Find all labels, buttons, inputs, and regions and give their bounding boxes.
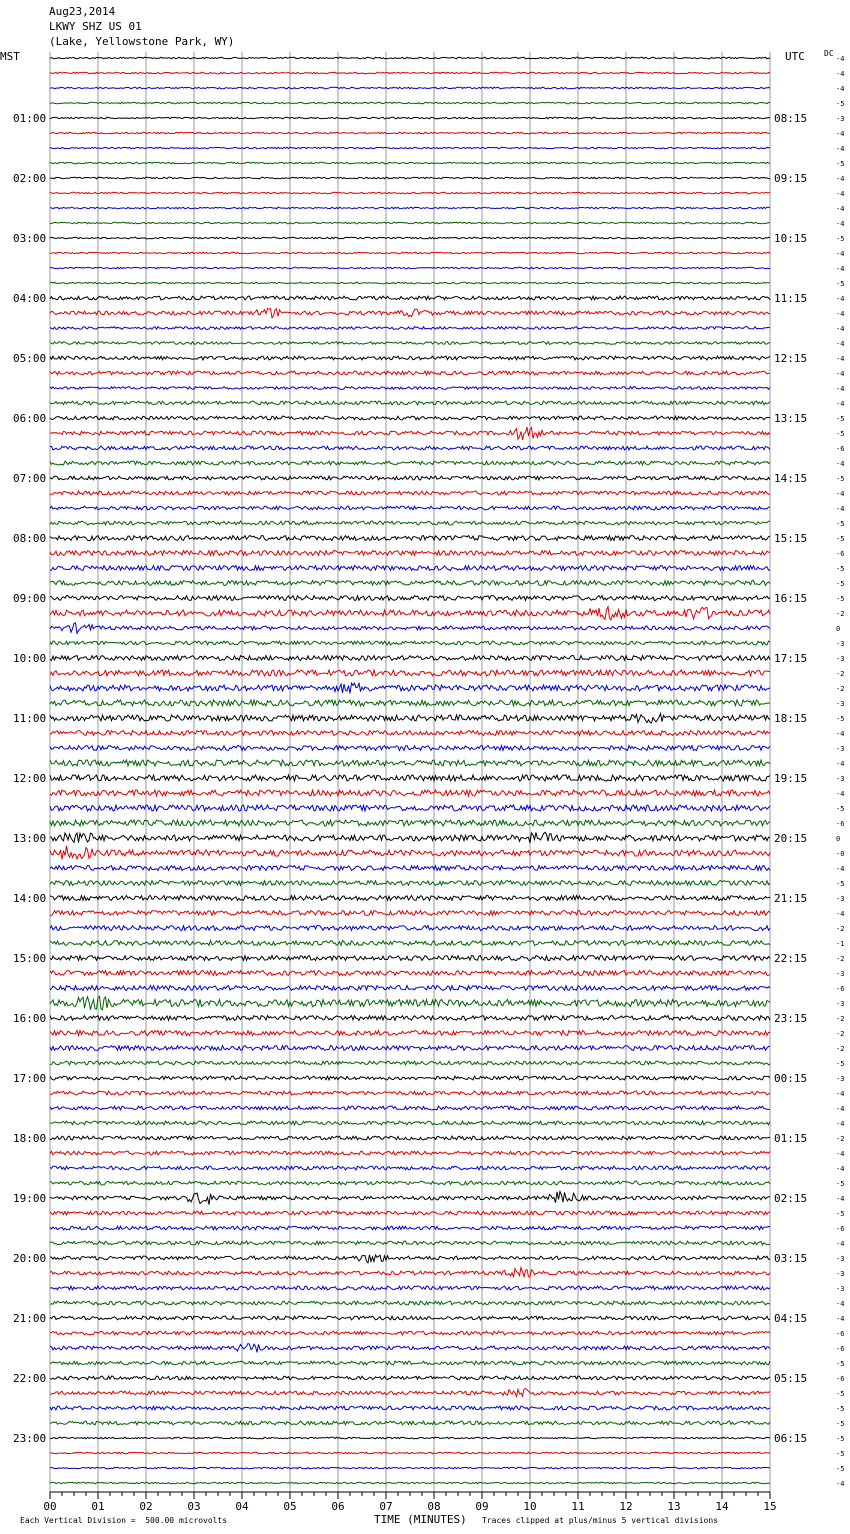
hour-label-left: 23:00 [13,1432,47,1445]
trace-line [50,1016,770,1021]
trace-line [50,327,770,330]
station-code: LKWY SHZ US 01 [49,20,142,33]
trace-line [50,1376,770,1380]
hour-label-right: 15:15 [774,532,808,545]
dc-offset-value: -5 [836,1180,845,1188]
x-tick-label: 09 [475,1500,489,1513]
dc-offset-value: -5 [836,1360,845,1368]
dc-offset-value: -4 [836,790,845,798]
trace-line [50,714,770,723]
dc-offset-value: -6 [836,1225,845,1233]
dc-offset-value: -4 [836,250,845,258]
dc-offset-value: -6 [836,550,845,558]
dc-offset-value: -2 [836,1135,845,1143]
trace-line [50,1192,770,1205]
hour-label-right: 14:15 [774,472,808,485]
trace-line [50,1061,770,1065]
dc-offset-value: -5 [836,475,845,483]
trace-line [50,996,770,1009]
clipping-note: Traces clipped at plus/minus 5 vertical divisions [482,1516,719,1525]
dc-offset-value: -3 [836,1270,845,1278]
dc-offset-value: -3 [836,745,845,753]
hour-label-right: 02:15 [774,1192,808,1205]
hour-label-left: 10:00 [13,652,47,665]
trace-line [50,371,770,375]
dc-offset-value: -4 [836,325,845,333]
dc-offset-value: 0 [836,835,841,843]
dc-offset-value: -2 [836,1030,845,1038]
dc-offset-value: -4 [836,340,845,348]
trace-line [50,656,770,661]
trace-line [50,1388,770,1396]
trace-line [50,775,770,781]
trace-line [50,461,770,465]
trace-line [50,1301,770,1305]
hour-label-right: 12:15 [774,352,808,365]
x-tick-label: 10 [523,1500,537,1513]
trace-line [50,1343,770,1352]
trace-line [50,207,770,209]
hour-label-left: 12:00 [13,772,47,785]
trace-line [50,760,770,766]
trace-line [50,1437,770,1439]
trace-line [50,506,770,510]
dc-offset-value: -3 [836,655,845,663]
trace-line [50,252,770,254]
dc-offset-value: -4 [836,205,845,213]
dc-offset-value: -5 [836,1060,845,1068]
vertical-division-note: Each Vertical Division = 500.00 microvolts [20,1516,228,1525]
trace-line [50,1091,770,1095]
hour-label-right: 03:15 [774,1252,808,1265]
hour-label-left: 01:00 [13,112,47,125]
dc-offset-value: -6 [836,985,845,993]
dc-offset-value: -6 [836,1375,845,1383]
x-tick-label: 12 [619,1500,633,1513]
trace-line [50,72,770,74]
trace-line [50,102,770,104]
trace-line [50,309,770,318]
dc-offset-value: -4 [836,85,845,93]
dc-offset-value: -5 [836,715,845,723]
station-location: (Lake, Yellowstone Park, WY) [49,35,235,48]
x-tick-label: 05 [283,1500,297,1513]
dc-offset-value: -3 [836,1285,845,1293]
trace-line [50,1076,770,1080]
dc-offset-value: -5 [836,1390,845,1398]
hour-label-left: 06:00 [13,412,47,425]
trace-line [50,551,770,556]
hour-label-right: 11:15 [774,292,808,305]
x-tick-label: 13 [667,1500,681,1513]
trace-line [50,926,770,931]
dc-offset-value: -4 [836,865,845,873]
trace-line [50,87,770,89]
dc-offset-value: -2 [836,670,845,678]
hour-label-right: 20:15 [774,832,808,845]
dc-offset-value: -5 [836,805,845,813]
dc-offset-value: -5 [836,595,845,603]
trace-line [50,222,770,224]
trace-line [50,1166,770,1170]
trace-line [50,790,770,796]
trace-line [50,147,770,149]
dc-offset-value: -4 [836,760,845,768]
trace-line [50,1452,770,1454]
dc-offset-value: 0 [836,625,841,633]
trace-line [50,846,770,859]
trace-line [50,132,770,134]
trace-line [50,401,770,405]
dc-offset-value: -4 [836,175,845,183]
dc-offset-value: -5 [836,1405,845,1413]
hour-label-right: 19:15 [774,772,808,785]
trace-line [50,896,770,901]
dc-offset-value: -4 [836,265,845,273]
dc-offset-value: -4 [836,1120,845,1128]
trace-line [50,521,770,525]
x-axis-title: TIME (MINUTES) [374,1513,467,1526]
dc-offset-value: -5 [836,1210,845,1218]
trace-line [50,282,770,284]
hour-label-left: 17:00 [13,1072,47,1085]
hour-label-left: 13:00 [13,832,47,845]
hour-label-right: 22:15 [774,952,808,965]
trace-line [50,1482,770,1484]
trace-line [50,1151,770,1155]
hour-label-left: 14:00 [13,892,47,905]
hour-label-right: 08:15 [774,112,808,125]
hour-label-right: 09:15 [774,172,808,185]
trace-line [50,881,770,886]
dc-offset-value: -5 [836,1435,845,1443]
dc-offset-value: -4 [836,1195,845,1203]
dc-offset-value: -3 [836,1255,845,1263]
dc-offset-value: -4 [836,70,845,78]
hour-label-left: 03:00 [13,232,47,245]
dc-offset-value: -4 [836,385,845,393]
dc-offset-value: -2 [836,610,845,618]
dc-offset-value: -6 [836,1330,845,1338]
hour-label-left: 05:00 [13,352,47,365]
dc-offset-value: -4 [836,190,845,198]
dc-offset-value: -4 [836,1480,845,1488]
trace-line [50,700,770,706]
trace-line [50,57,770,59]
hour-label-right: 17:15 [774,652,808,665]
trace-line [50,1361,770,1365]
trace-line [50,986,770,991]
x-tick-label: 15 [763,1500,777,1513]
x-tick-label: 04 [235,1500,249,1513]
right-timezone-label: UTC [785,50,805,63]
dc-offset-value: -2 [836,1015,845,1023]
dc-offset-value: -5 [836,565,845,573]
x-tick-label: 06 [331,1500,345,1513]
trace-line [50,641,770,645]
x-tick-label: 00 [43,1500,57,1513]
trace-line [50,427,770,440]
dc-offset-value: -2 [836,925,845,933]
dc-offset-value: -5 [836,430,845,438]
trace-line [50,670,770,676]
dc-offset-value: -4 [836,505,845,513]
plot-date: Aug23,2014 [49,5,116,18]
dc-offset-value: -4 [836,1300,845,1308]
dc-label: DC [824,49,834,58]
dc-offset-value: -4 [836,355,845,363]
dc-offset-value: -4 [836,145,845,153]
dc-offset-value: -4 [836,1105,845,1113]
dc-offset-value: -4 [836,460,845,468]
dc-offset-value: -4 [836,1090,845,1098]
dc-offset-value: -5 [836,235,845,243]
dc-offset-value: -4 [836,1315,845,1323]
trace-line [50,866,770,871]
dc-offset-value: -5 [836,1465,845,1473]
trace-line [50,1267,770,1276]
trace-line [50,267,770,269]
dc-offset-value: -5 [836,880,845,888]
dc-offset-value: -4 [836,310,845,318]
trace-line [50,1106,770,1110]
hour-label-left: 02:00 [13,172,47,185]
trace-line [50,1406,770,1410]
trace-line [50,683,770,694]
dc-offset-value: -3 [836,775,845,783]
dc-offset-value: -4 [836,130,845,138]
dc-offset-value: -3 [836,1075,845,1083]
trace-line [50,596,770,601]
hour-label-left: 15:00 [13,952,47,965]
trace-line [50,1255,770,1263]
trace-line [50,1331,770,1335]
dc-offset-value: -3 [836,115,845,123]
trace-line [50,1286,770,1290]
dc-offset-value: -2 [836,1045,845,1053]
hour-label-left: 20:00 [13,1252,47,1265]
hour-label-left: 04:00 [13,292,47,305]
dc-offset-value: -5 [836,160,845,168]
trace-line [50,820,770,826]
dc-offset-value: -2 [836,685,845,693]
hour-label-left: 11:00 [13,712,47,725]
trace-line [50,1316,770,1320]
dc-offset-value: -6 [836,820,845,828]
dc-offset-value: -5 [836,535,845,543]
trace-line [50,237,770,239]
hour-label-right: 18:15 [774,712,808,725]
hour-label-right: 16:15 [774,592,808,605]
dc-offset-value: -5 [836,280,845,288]
x-tick-label: 03 [187,1500,201,1513]
dc-offset-value: -6 [836,445,845,453]
hour-label-left: 09:00 [13,592,47,605]
trace-line [50,416,770,420]
dc-offset-value: -5 [836,1450,845,1458]
x-tick-label: 07 [379,1500,393,1513]
trace-line [50,1421,770,1425]
trace-line [50,1121,770,1125]
trace-line [50,566,770,571]
hour-label-left: 07:00 [13,472,47,485]
dc-offset-value: -3 [836,700,845,708]
trace-line [50,746,770,751]
dc-offset-value: -1 [836,940,845,948]
trace-line [50,1241,770,1245]
dc-offset-value: -5 [836,580,845,588]
x-tick-label: 08 [427,1500,441,1513]
dc-offset-value: -4 [836,55,845,63]
hour-label-left: 16:00 [13,1012,47,1025]
trace-line [50,1136,770,1140]
hour-label-right: 01:15 [774,1132,808,1145]
trace-line [50,177,770,179]
hour-label-right: 05:15 [774,1372,808,1385]
trace-line [50,342,770,345]
trace-line [50,607,770,620]
trace-line [50,536,770,541]
dc-offset-value: -4 [836,295,845,303]
dc-offset-value: -5 [836,520,845,528]
trace-line [50,117,770,119]
trace-line [50,941,770,946]
trace-line [50,162,770,164]
x-tick-label: 11 [571,1500,585,1513]
trace-line [50,192,770,194]
dc-offset-value: -4 [836,1165,845,1173]
dc-offset-value: -3 [836,970,845,978]
dc-offset-value: -4 [836,490,845,498]
trace-line [50,491,770,495]
trace-line [50,1031,770,1036]
trace-line [50,356,770,360]
trace-line [50,446,770,450]
trace-line [50,296,770,300]
dc-offset-value: -4 [836,370,845,378]
trace-line [50,971,770,976]
hour-label-left: 08:00 [13,532,47,545]
dc-offset-value: -3 [836,895,845,903]
hour-label-left: 21:00 [13,1312,47,1325]
hour-label-right: 04:15 [774,1312,808,1325]
dc-offset-value: -4 [836,220,845,228]
trace-line [50,1467,770,1469]
dc-offset-value: -3 [836,640,845,648]
hour-label-right: 21:15 [774,892,808,905]
trace-line [50,1226,770,1230]
dc-offset-value: -4 [836,1240,845,1248]
dc-offset-value: -3 [836,1000,845,1008]
trace-line [50,731,770,736]
trace-line [50,805,770,811]
trace-line [50,956,770,961]
trace-line [50,623,770,633]
hour-label-right: 23:15 [774,1012,808,1025]
dc-offset-value: -4 [836,730,845,738]
dc-offset-value: -2 [836,955,845,963]
trace-line [50,476,770,480]
dc-offset-value: -5 [836,100,845,108]
x-tick-label: 02 [139,1500,153,1513]
hour-label-right: 10:15 [774,232,808,245]
trace-line [50,911,770,916]
dc-offset-value: -5 [836,1420,845,1428]
trace-line [50,832,770,843]
hour-label-right: 13:15 [774,412,808,425]
trace-line [50,1046,770,1051]
dc-offset-value: -4 [836,910,845,918]
hour-label-left: 18:00 [13,1132,47,1145]
trace-line [50,1181,770,1185]
hour-label-left: 22:00 [13,1372,47,1385]
x-tick-label: 01 [91,1500,105,1513]
left-timezone-label: MST [0,50,20,63]
dc-offset-value: -4 [836,1150,845,1158]
dc-offset-value: -5 [836,415,845,423]
dc-offset-value: -0 [836,850,845,858]
x-tick-label: 14 [715,1500,729,1513]
hour-label-right: 06:15 [774,1432,808,1445]
dc-offset-value: -4 [836,400,845,408]
hour-label-right: 00:15 [774,1072,808,1085]
dc-offset-value: -6 [836,1345,845,1353]
trace-line [50,1211,770,1215]
hour-label-left: 19:00 [13,1192,47,1205]
trace-line [50,387,770,390]
trace-line [50,581,770,586]
